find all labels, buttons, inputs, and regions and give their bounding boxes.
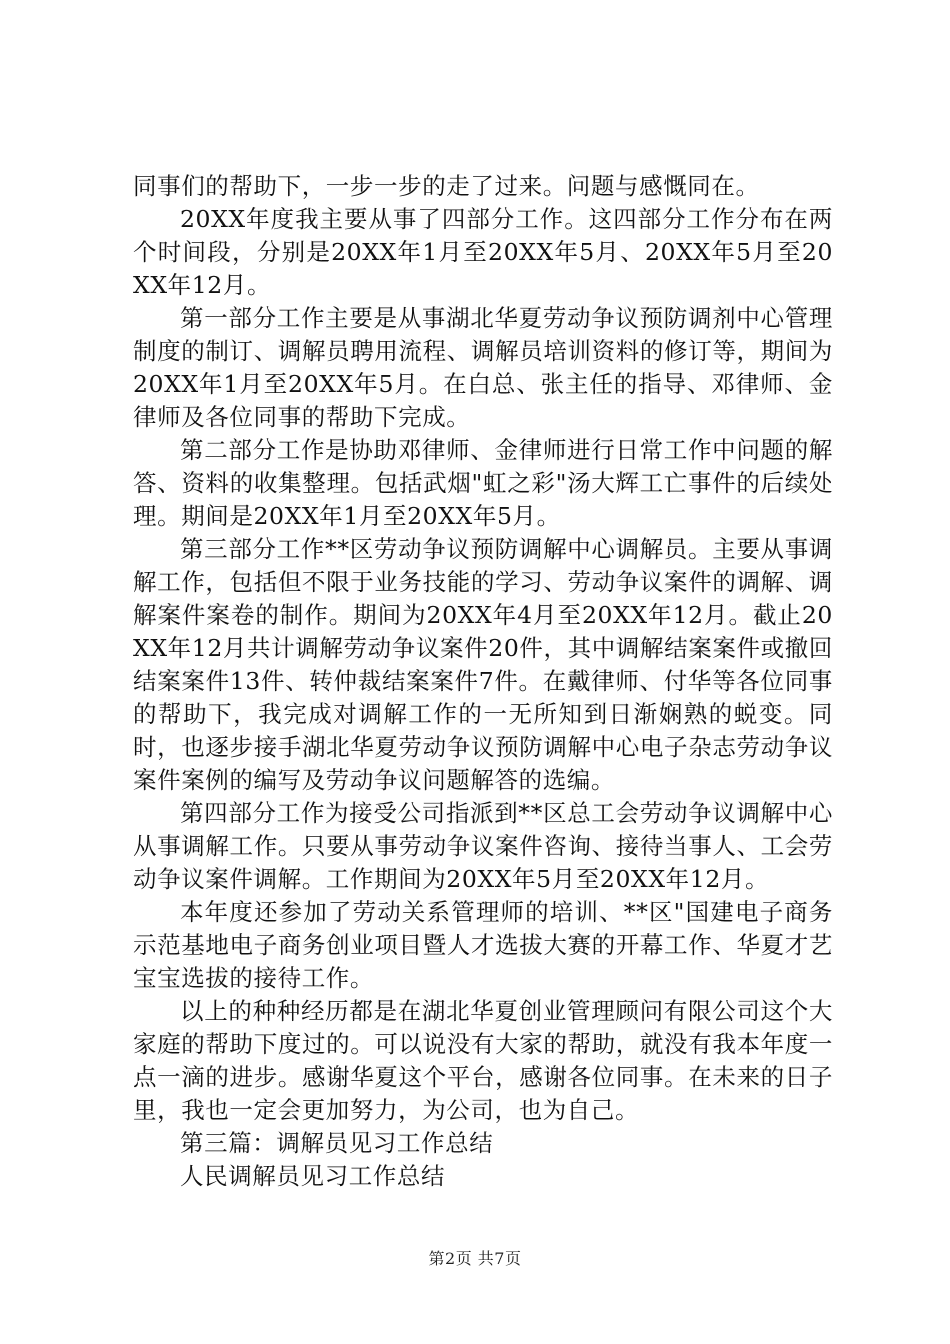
paragraph-part-two: 第二部分工作是协助邓律师、金律师进行日常工作中问题的解答、资料的收集整理。包括武烟"虹之彩"汤大辉工亡事件的后续处理。期间是20XX年1月至20XX年5月。 xyxy=(133,436,833,530)
paragraph-part-four: 第四部分工作为接受公司指派到**区总工会劳动争议调解中心从事调解工作。只要从事劳动争议案件咨询、接待当事人、工会劳动争议案件调解。工作期间为20XX年5月至20XX年12月。 xyxy=(133,799,833,893)
paragraph-part-one: 第一部分工作主要是从事湖北华夏劳动争议预防调剂中心管理制度的制订、调解员聘用流程、调解员培训资料的修订等，期间为20XX年1月至20XX年5月。在白总、张主任的指导、邓律师、金律师及各位同事的帮助下完成。 xyxy=(133,304,833,431)
paragraph-conclusion: 以上的种种经历都是在湖北华夏创业管理顾问有限公司这个大家庭的帮助下度过的。可以说没有大家的帮助，就没有我本年度一点一滴的进步。感谢华夏这个平台，感谢各位同事。在未来的日子里，我也一定会更加努力，为公司，也为自己。 xyxy=(133,997,833,1124)
paragraph-training: 本年度还参加了劳动关系管理师的培训、**区"国建电子商务示范基地电子商务创业项目暨人才选拔大赛的开幕工作、华夏才艺宝宝选拔的接待工作。 xyxy=(133,898,833,992)
page-number-footer: 第2页 共7页 xyxy=(428,1249,522,1268)
paragraph-continuation: 同事们的帮助下，一步一步的走了过来。问题与感慨同在。 xyxy=(133,172,760,200)
paragraph-work-overview: 20XX年度我主要从事了四部分工作。这四部分工作分布在两个时间段，分别是20XX年1月至20XX年5月、20XX年5月至20XX年12月。 xyxy=(133,205,833,299)
paragraph-part-three: 第三部分工作**区劳动争议预防调解中心调解员。主要从事调解工作，包括但不限于业务技能的学习、劳动争议案件的调解、调解案件案卷的制作。期间为20XX年4月至20XX年12月。截止20XX年12月共计调解劳动争议案件20件，其中调解结案案件或撤回结案案件13件、转仲裁结案案件7件。在戴律师、付华等各位同事的帮助下，我完成对调解工作的一无所知到日渐娴熟的蜕变。同时，也逐步接手湖北华夏劳动争议预防调解中心电子杂志劳动争议案件案例的编写及劳动争议问题解答的选编。 xyxy=(133,535,833,794)
document-body xyxy=(133,170,833,1193)
section-heading: 第三篇：调解员见习工作总结 xyxy=(180,1129,494,1157)
subsection-heading: 人民调解员见习工作总结 xyxy=(180,1162,446,1190)
